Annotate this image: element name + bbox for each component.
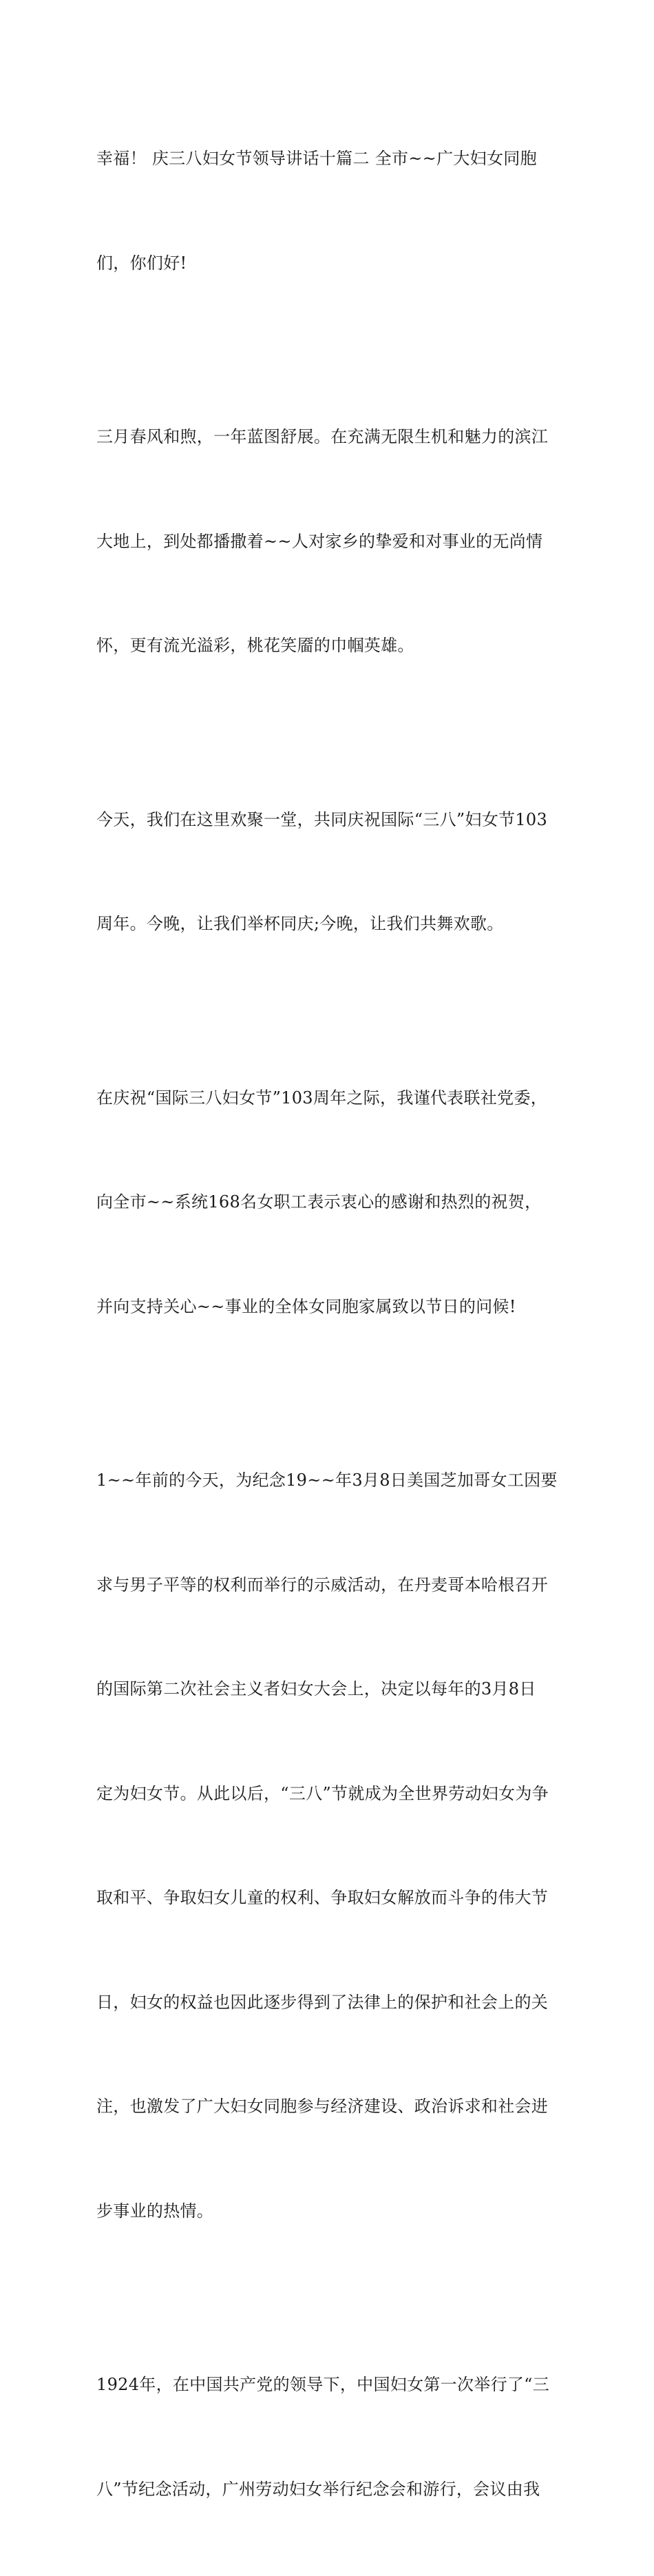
text-line: 的国际第二次社会主义者妇女大会上，决定以每年的3月8日 — [96, 1679, 536, 1699]
text-line: 怀，更有流光溢彩，桃花笑靥的巾帼英雄。 — [96, 636, 414, 655]
text-line: 八”节纪念活动，广州劳动妇女举行纪念会和游行，会议由我 — [96, 2479, 540, 2499]
paragraph-6 — [96, 2298, 561, 2576]
text-line: 向全市~~系统168名女职工表示衷心的感谢和热烈的祝贺， — [96, 1192, 542, 1212]
paragraph-5 — [96, 1393, 561, 2298]
paragraph-1 — [96, 72, 561, 350]
text-line: 三月春风和煦，一年蓝图舒展。在充满无限生机和魅力的滨江 — [96, 427, 549, 446]
text-line: 大地上，到处都播撒着~~人对家乡的挚爱和对事业的无尚情 — [96, 531, 543, 551]
paragraph-4 — [96, 1011, 561, 1394]
text-line: 1924年，在中国共产党的领导下，中国妇女第一次举行了“三 — [96, 2375, 550, 2394]
text-line: 在庆祝“国际三八妇女节”103周年之际，我谨代表联社党委， — [96, 1088, 548, 1108]
text-line: 周年。今晚，让我们举杯同庆;今晚，让我们共舞欢歌。 — [96, 914, 504, 933]
text-line: 们，你们好! — [96, 253, 187, 273]
text-line: 注，也激发了广大妇女同胞参与经济建设、政治诉求和社会进 — [96, 2097, 549, 2116]
text-line: 幸福！ 庆三八妇女节领导讲话十篇二 全市~~广大妇女同胞 — [96, 149, 537, 168]
text-line: 步事业的热情。 — [96, 2201, 214, 2221]
text-line: 并向支持关心~~事业的全体女同胞家属致以节日的问候! — [96, 1296, 516, 1316]
paragraph-3 — [96, 733, 561, 1011]
text-line: 求与男子平等的权利而举行的示威活动，在丹麦哥本哈根召开 — [96, 1575, 549, 1595]
text-line: 1~~年前的今天，为纪念19~~年3月8日美国芝加哥女工因要 — [96, 1471, 558, 1490]
paragraph-2 — [96, 350, 561, 733]
document-body — [96, 72, 561, 2576]
text-line: 定为妇女节。从此以后，“三八”节就成为全世界劳动妇女为争 — [96, 1783, 549, 1803]
text-line: 今天，我们在这里欢聚一堂，共同庆祝国际“三八”妇女节103 — [96, 809, 548, 829]
text-line: 日，妇女的权益也因此逐步得到了法律上的保护和社会上的关 — [96, 1992, 549, 2012]
text-line: 取和平、争取妇女儿童的权利、争取妇女解放而斗争的伟大节 — [96, 1888, 549, 1907]
